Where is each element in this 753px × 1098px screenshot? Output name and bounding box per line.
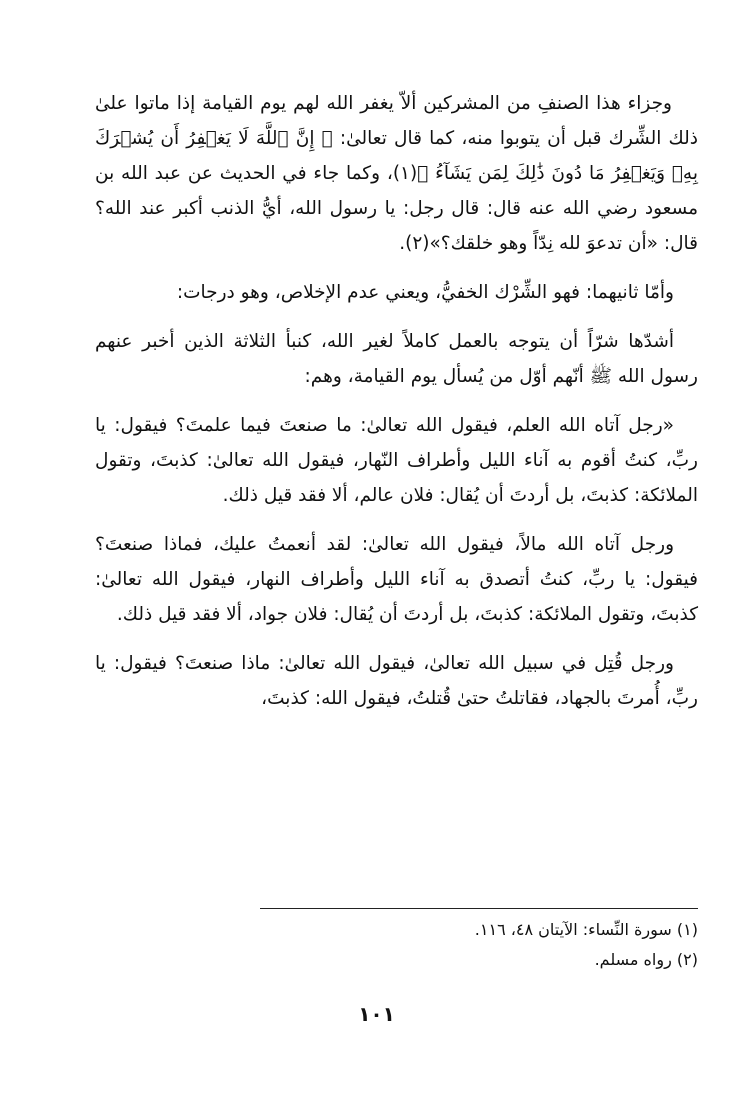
footnotes — [95, 915, 698, 975]
paragraph-fighter: ورجل قُتِل في سبيل الله تعالىٰ، فيقول الله تعالىٰ: ماذا صنعتَ؟ فيقول: يا ربِّ، أُمرتَ بالجهاد، فقاتلتُ حتىٰ قُتلتُ، فيقول الله: كذبتَ، — [95, 653, 698, 709]
page-number: ١٠١ — [358, 1002, 395, 1026]
page-body — [95, 86, 698, 724]
footnote-1: (١) سورة النِّساء: الآيتان ٤٨، ١١٦. — [474, 920, 698, 939]
footnote-separator — [260, 908, 698, 909]
footnote-2: (٢) رواه مسلم. — [594, 950, 698, 969]
paragraph-scholar: «رجل آتاه الله العلم، فيقول الله تعالىٰ: ما صنعتَ فيما علمتَ؟ فيقول: يا ربِّ، كنتُ أقوم به آناء الليل وأطراف النّهار، فيقول الله تعالىٰ: كذبتَ، وتقول الملائكة: كذبتَ، بل أردتَ أن يُقال: فلان عالم، ألا فقد قيل ذلك. — [95, 415, 698, 506]
paragraph-rich-man: ورجل آتاه الله مالاً، فيقول الله تعالىٰ: لقد أنعمتُ عليك، فماذا صنعتَ؟ فيقول: يا ربِّ، كنتُ أتصدق به آناء الليل وأطراف النهار، فيقول الله تعالىٰ: كذبتَ، وتقول الملائكة: كذبتَ، بل أردتَ أن يُقال: فلان جواد، ألا فقد قيل ذلك. — [95, 534, 698, 625]
paragraph-three-people: أشدّها شرّاً أن يتوجه بالعمل كاملاً لغير الله، كنبأ الثلاثة الذين أخبر عنهم رسول الله ﷺ أنّهم أوّل من يُسأل يوم القيامة، وهم: — [95, 331, 698, 387]
paragraph-punishment-of-polytheists: وجزاء هذا الصنفِ من المشركين ألاّ يغفر الله لهم يوم القيامة إذا ماتوا علىٰ ذلك الشِّرك قبل أن يتوبوا منه، كما قال تعالىٰ: ﴿ إِنَّ ٱللَّهَ لَا يَغۡفِرُ أَن يُشۡرَكَ بِهِۦ وَيَغۡفِرُ مَا دُونَ ذَٰلِكَ لِمَن يَشَآءُ ﴾(١)، وكما جاء في الحديث عن عبد الله بن مسعود رضي الله عنه قال: قال رجل: يا رسول الله، أيُّ الذنب أكبر عند الله؟ قال: «أن تدعوَ لله نِدّاً وهو خلقك؟»(٢). — [95, 93, 698, 254]
paragraph-hidden-shirk: وأمّا ثانيهما: فهو الشِّرْك الخفيُّ، ويعني عدم الإخلاص، وهو درجات: — [176, 282, 674, 303]
